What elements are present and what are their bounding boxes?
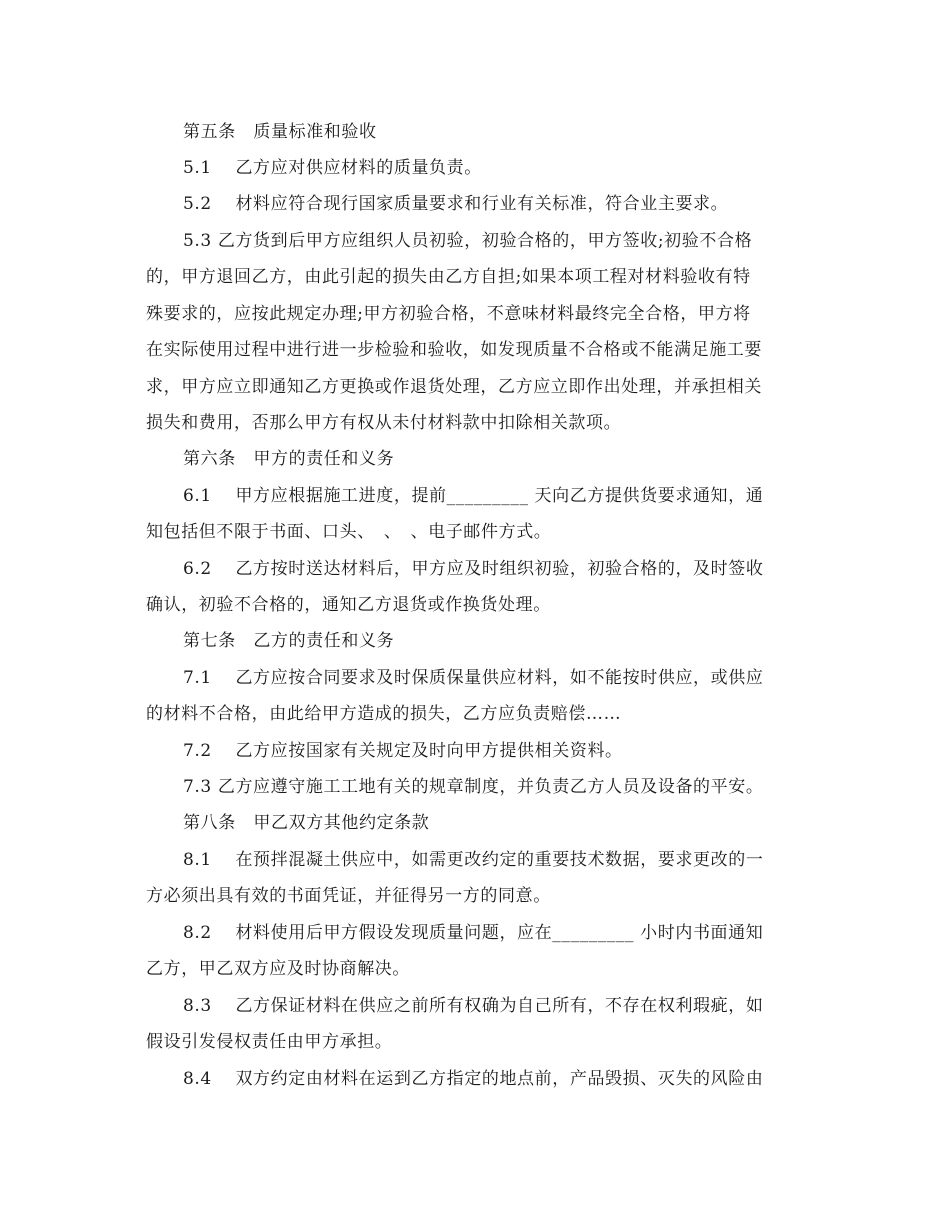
clause-5-3-line-5: 求，甲方应立即通知乙方更换或作退货处理，乙方应立即作出处理，并承担相关 xyxy=(146,377,762,397)
article-7-heading: 第七条 乙方的责任和义务 xyxy=(183,631,395,651)
clause-7-1-line-1: 7.1 乙方应按合同要求及时保质保量供应材料，如不能按时供应，或供应 xyxy=(183,668,764,688)
clause-5-3-line-2: 的，甲方退回乙方，由此引起的损失由乙方自担;如果本项工程对材料验收有特 xyxy=(146,267,751,287)
clause-6-1-line-1: 6.1 甲方应根据施工进度，提前_________ 天向乙方提供货要求通知，通 xyxy=(183,486,764,506)
clause-5-1: 5.1 乙方应对供应材料的质量负责。 xyxy=(183,158,482,178)
clause-5-3-line-4: 在实际使用过程中进行进一步检验和验收，如发现质量不合格或不能满足施工要 xyxy=(146,340,762,360)
clause-8-3-line-2: 假设引发侵权责任由甲方承担。 xyxy=(146,1032,393,1052)
clause-7-2: 7.2 乙方应按国家有关规定及时向甲方提供相关资料。 xyxy=(183,741,623,761)
article-8-heading: 第八条 甲乙双方其他约定条款 xyxy=(183,813,430,833)
clause-8-1-line-2: 方必须出具有效的书面凭证，并征得另一方的同意。 xyxy=(146,886,551,906)
clause-7-1-line-2: 的材料不合格，由此给甲方造成的损失，乙方应负责赔偿…… xyxy=(146,704,622,724)
clause-8-2-line-2: 乙方，甲乙双方应及时协商解决。 xyxy=(146,959,410,979)
clause-6-2-line-1: 6.2 乙方按时送达材料后，甲方应及时组织初验，初验合格的，及时签收 xyxy=(183,559,764,579)
clause-8-2-line-1: 8.2 材料使用后甲方假设发现质量问题，应在_________ 小时内书面通知 xyxy=(183,923,764,943)
clause-6-1-line-2: 知包括但不限于书面、口头、 、 、电子邮件方式。 xyxy=(146,522,552,542)
clause-8-1-line-1: 8.1 在预拌混凝土供应中，如需更改约定的重要技术数据，要求更改的一 xyxy=(183,850,764,870)
clause-6-2-line-2: 确认，初验不合格的，通知乙方退货或作换货处理。 xyxy=(146,595,551,615)
clause-7-3: 7.3 乙方应遵守施工工地有关的规章制度，并负责乙方人员及设备的平安。 xyxy=(183,777,764,797)
article-6-heading: 第六条 甲方的责任和义务 xyxy=(183,449,395,469)
article-5-heading: 第五条 质量标准和验收 xyxy=(183,122,377,142)
clause-5-3-line-1: 5.3 乙方货到后甲方应组织人员初验，初验合格的，甲方签收;初验不合格 xyxy=(183,231,753,251)
clause-5-3-line-3: 殊要求的，应按此规定办理;甲方初验合格，不意味材料最终完全合格，甲方将 xyxy=(146,304,751,324)
clause-5-2: 5.2 材料应符合现行国家质量要求和行业有关标准，符合业主要求。 xyxy=(183,194,729,214)
clause-8-3-line-1: 8.3 乙方保证材料在供应之前所有权确为自己所有，不存在权利瑕疵，如 xyxy=(183,996,764,1016)
clause-5-3-line-6: 损失和费用，否那么甲方有权从未付材料款中扣除相关款项。 xyxy=(146,413,622,433)
clause-8-4-line-1: 8.4 双方约定由材料在运到乙方指定的地点前，产品毁损、灭失的风险由 xyxy=(183,1069,764,1089)
